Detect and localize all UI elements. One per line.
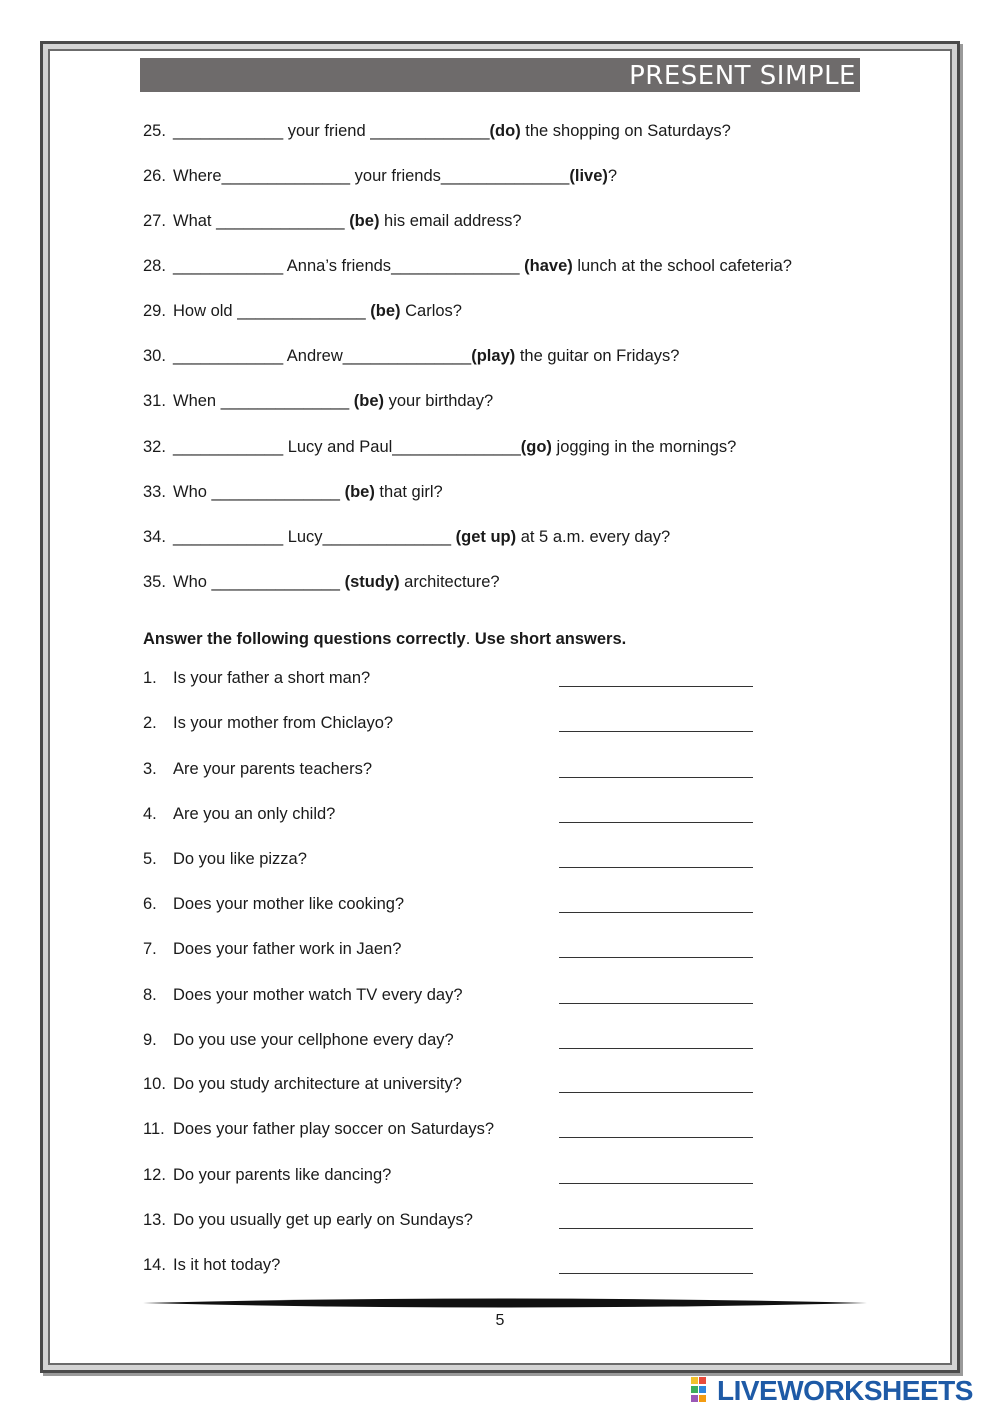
- exercise-item: [143, 390, 493, 412]
- question-text: Do you use your cellphone every day?: [173, 1031, 454, 1049]
- answer-blank[interactable]: ____________: [173, 122, 284, 140]
- verb-hint: (get up): [455, 528, 517, 546]
- question-item: [143, 712, 393, 734]
- exercise-item: [143, 345, 679, 367]
- question-number: 12.: [143, 1166, 166, 1184]
- verb-hint: (be): [370, 302, 401, 320]
- item-text: architecture?: [399, 573, 500, 591]
- brand-text: LIVEWORKSHEETS: [717, 1375, 973, 1406]
- item-text: Who: [173, 573, 212, 591]
- answer-line[interactable]: [559, 867, 753, 868]
- question-text: Are you an only child?: [173, 805, 336, 823]
- exercise-item: [143, 571, 500, 593]
- question-number: 9.: [143, 1031, 157, 1049]
- item-text: that girl?: [374, 483, 443, 501]
- question-number: 1.: [143, 669, 157, 687]
- question-item: [143, 1164, 391, 1186]
- liveworksheets-logo-icon: [691, 1377, 715, 1403]
- item-number: 31.: [143, 392, 166, 410]
- answer-blank[interactable]: ______________: [440, 167, 570, 185]
- question-item: [143, 1118, 494, 1140]
- item-text: Lucy and Paul: [283, 438, 393, 456]
- question-number: 4.: [143, 805, 157, 823]
- question-text: Does your mother watch TV every day?: [173, 986, 463, 1004]
- answer-blank[interactable]: ____________: [173, 257, 284, 275]
- question-item: [143, 938, 401, 960]
- answer-line[interactable]: [559, 957, 753, 958]
- item-number: 27.: [143, 212, 166, 230]
- instruction-text: Answer the following questions correctly. Use short answers.: [143, 630, 627, 648]
- item-text: What: [173, 212, 217, 230]
- question-text: Do you study architecture at university?: [173, 1075, 462, 1093]
- title-banner: [140, 58, 860, 92]
- item-number: 35.: [143, 573, 166, 591]
- item-text: When: [173, 392, 221, 410]
- answer-line[interactable]: [559, 912, 753, 913]
- item-text: Lucy: [283, 528, 323, 546]
- verb-hint: (have): [524, 257, 573, 275]
- question-text: Do you like pizza?: [173, 850, 307, 868]
- answer-blank[interactable]: ____________: [173, 347, 284, 365]
- exercise-item: [143, 210, 522, 232]
- answer-line[interactable]: [559, 777, 753, 778]
- answer-line[interactable]: [559, 686, 753, 687]
- question-item: [143, 758, 372, 780]
- item-text: Andrew: [283, 347, 343, 365]
- item-text: Who: [173, 483, 212, 501]
- item-text: the guitar on Fridays?: [515, 347, 680, 365]
- answer-blank[interactable]: ____________: [173, 528, 284, 546]
- question-text: Does your father play soccer on Saturdays?: [173, 1120, 495, 1138]
- question-text: Does your father work in Jaen?: [173, 940, 402, 958]
- verb-hint: (study): [344, 573, 400, 591]
- answer-blank[interactable]: ______________: [322, 528, 452, 546]
- question-number: 5.: [143, 850, 157, 868]
- question-number: 3.: [143, 760, 157, 778]
- item-text: ?: [607, 167, 618, 185]
- answer-line[interactable]: [559, 1183, 753, 1184]
- answer-blank[interactable]: _____________: [370, 122, 490, 140]
- exercise-item: [143, 481, 443, 503]
- item-number: 25.: [143, 122, 166, 140]
- question-item: [143, 848, 307, 870]
- item-text: Carlos?: [400, 302, 462, 320]
- exercise-item: [143, 120, 731, 142]
- exercise-item: [143, 436, 736, 458]
- item-text: your friend: [283, 122, 371, 140]
- question-text: Is your father a short man?: [173, 669, 371, 687]
- item-text: his email address?: [379, 212, 522, 230]
- question-number: 8.: [143, 986, 157, 1004]
- question-number: 7.: [143, 940, 157, 958]
- answer-line[interactable]: [559, 1048, 753, 1049]
- question-number: 13.: [143, 1211, 166, 1229]
- exercise-item: [143, 300, 462, 322]
- exercise-item: [143, 255, 792, 277]
- answer-blank[interactable]: ______________: [220, 392, 350, 410]
- item-text: jogging in the mornings?: [551, 438, 737, 456]
- question-text: Do your parents like dancing?: [173, 1166, 392, 1184]
- answer-blank[interactable]: ______________: [237, 302, 366, 320]
- item-text: at 5 a.m. every day?: [516, 528, 671, 546]
- answer-line[interactable]: [559, 822, 753, 823]
- answer-line[interactable]: [559, 731, 753, 732]
- question-number: 14.: [143, 1256, 166, 1274]
- item-number: 26.: [143, 167, 166, 185]
- item-text: lunch at the school cafeteria?: [572, 257, 792, 275]
- answer-blank[interactable]: ____________: [173, 438, 284, 456]
- answer-blank[interactable]: ______________: [211, 573, 340, 591]
- item-number: 29.: [143, 302, 166, 320]
- question-number: 2.: [143, 714, 157, 732]
- question-item: [143, 803, 335, 825]
- answer-blank[interactable]: ______________: [391, 257, 520, 275]
- exercise-item: [143, 526, 670, 548]
- question-number: 6.: [143, 895, 157, 913]
- question-item: [143, 893, 404, 915]
- footer-divider: [143, 1297, 867, 1309]
- item-text: your friends: [350, 167, 441, 185]
- answer-blank[interactable]: ______________: [342, 347, 472, 365]
- answer-blank[interactable]: ______________: [392, 438, 521, 456]
- item-text: the shopping on Saturdays?: [520, 122, 731, 140]
- item-number: 28.: [143, 257, 166, 275]
- answer-line[interactable]: [559, 1137, 753, 1138]
- item-text: your birthday?: [384, 392, 494, 410]
- question-text: Is your mother from Chiclayo?: [173, 714, 394, 732]
- question-text: Does your mother like cooking?: [173, 895, 405, 913]
- answer-blank[interactable]: ______________: [216, 212, 345, 230]
- item-text: Anna’s friends: [283, 257, 392, 275]
- verb-hint: (be): [349, 212, 380, 230]
- item-number: 34.: [143, 528, 166, 546]
- answer-line[interactable]: [559, 1003, 753, 1004]
- answer-line[interactable]: [559, 1273, 753, 1274]
- exercise-item: [143, 165, 617, 187]
- question-text: Do you usually get up early on Sundays?: [173, 1211, 473, 1229]
- item-number: 32.: [143, 438, 166, 456]
- question-item: [143, 1254, 280, 1276]
- verb-hint: (go): [520, 438, 552, 456]
- question-text: Is it hot today?: [173, 1256, 281, 1274]
- verb-hint: (be): [353, 392, 385, 410]
- question-item: [143, 984, 463, 1006]
- question-item: [143, 667, 370, 689]
- answer-blank[interactable]: ______________: [221, 167, 351, 185]
- question-item: [143, 1209, 473, 1231]
- verb-hint: (do): [489, 122, 521, 140]
- item-text: Where: [173, 167, 222, 185]
- answer-blank[interactable]: ______________: [211, 483, 340, 501]
- verb-hint: (be): [344, 483, 375, 501]
- question-text: Are your parents teachers?: [173, 760, 373, 778]
- question-item: [143, 1029, 454, 1051]
- question-number: 10.: [143, 1075, 166, 1093]
- answer-line[interactable]: [559, 1228, 753, 1229]
- answer-line[interactable]: [559, 1092, 753, 1093]
- page-title: PRESENT SIMPLE: [629, 61, 856, 91]
- question-number: 11.: [143, 1120, 165, 1138]
- item-number: 30.: [143, 347, 166, 365]
- verb-hint: (live): [569, 167, 608, 185]
- item-text: How old: [173, 302, 238, 320]
- page-number: 5: [495, 1312, 505, 1329]
- question-item: [143, 1073, 462, 1095]
- verb-hint: (play): [471, 347, 516, 365]
- item-number: 33.: [143, 483, 166, 501]
